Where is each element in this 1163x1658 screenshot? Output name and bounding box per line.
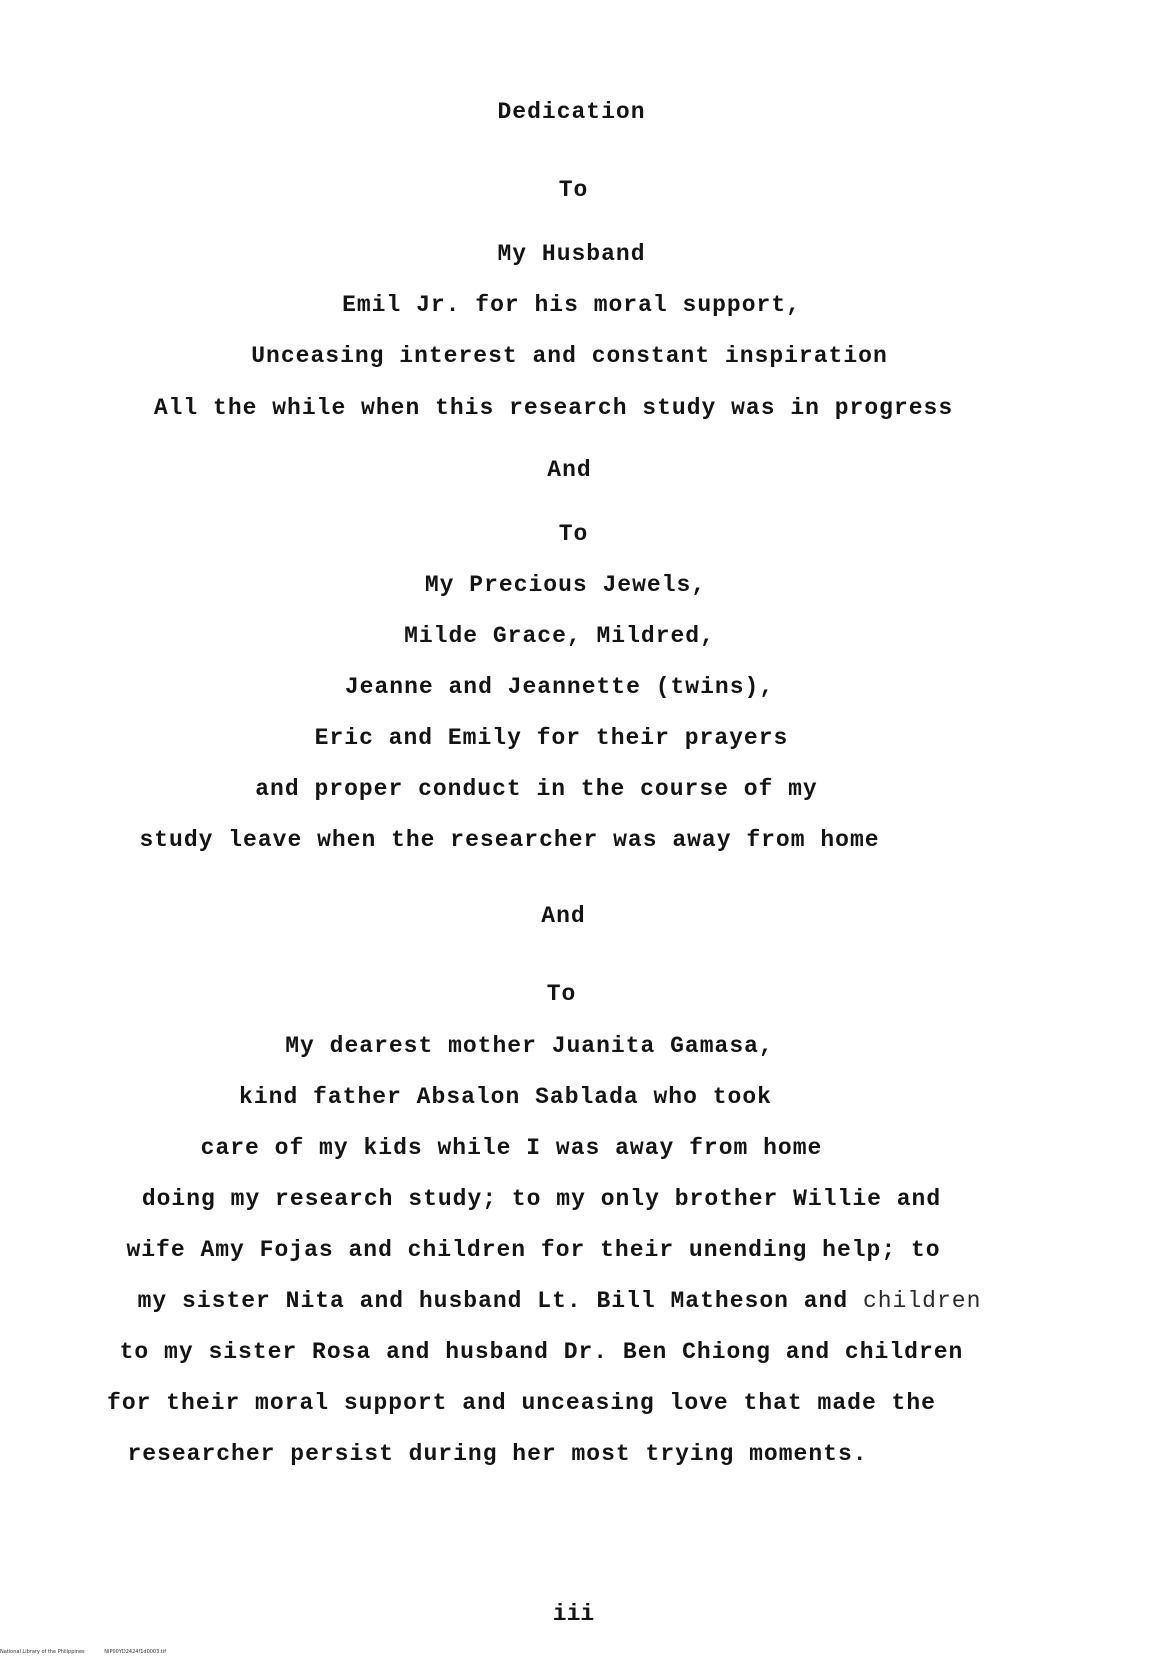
dedication-line: To bbox=[546, 981, 577, 1007]
dedication-line: kind father Absalon Sablada who took bbox=[239, 1084, 772, 1110]
dedication-line-with-addition bbox=[0, 1287, 1141, 1315]
dedication-line: Unceasing interest and constant inspiration bbox=[251, 343, 888, 369]
dedication-line: All the while when this research study was in progress bbox=[153, 395, 954, 421]
dedication-line: researcher persist during her most trying moments. bbox=[127, 1441, 868, 1467]
footer-library: National Library of the Philippines bbox=[0, 1649, 85, 1655]
dedication-line: Jeanne and Jeannette (twins), bbox=[344, 674, 775, 700]
dedication-line: for their moral support and unceasing love that made the bbox=[107, 1390, 936, 1416]
dedication-line-text: my sister Nita and husband Lt. Bill Matheson and bbox=[137, 1288, 849, 1314]
dedication-line: To bbox=[558, 521, 589, 547]
page-number: iii bbox=[552, 1601, 595, 1627]
dedication-line: doing my research study; to my only brother Willie and bbox=[141, 1186, 942, 1212]
dedication-line: And bbox=[541, 903, 586, 929]
dedication-line: to my sister Rosa and husband Dr. Ben Chiong and children bbox=[119, 1339, 964, 1365]
dedication-line: And bbox=[547, 457, 592, 483]
dedication-line: My dearest mother Juanita Gamasa, bbox=[285, 1033, 774, 1059]
dedication-line: To bbox=[558, 177, 589, 203]
dedication-title: Dedication bbox=[497, 99, 646, 125]
dedication-line: and proper conduct in the course of my bbox=[255, 776, 818, 802]
dedication-line: My Precious Jewels, bbox=[424, 572, 707, 598]
dedication-line: Eric and Emily for their prayers bbox=[314, 725, 789, 751]
dedication-line: study leave when the researcher was away from home bbox=[139, 827, 880, 853]
handwritten-addition: children bbox=[862, 1288, 982, 1314]
dedication-line: wife Amy Fojas and children for their unending help; to bbox=[126, 1237, 941, 1263]
scan-footer bbox=[0, 1648, 560, 1656]
dedication-line: My Husband bbox=[497, 241, 646, 267]
dedication-line: Milde Grace, Mildred, bbox=[404, 623, 715, 649]
dedication-line: Emil Jr. for his moral support, bbox=[342, 292, 801, 318]
footer-file-id: NIP00YD2424f1d0003.tif bbox=[104, 1649, 166, 1655]
dedication-line: care of my kids while I was away from home bbox=[200, 1135, 823, 1161]
